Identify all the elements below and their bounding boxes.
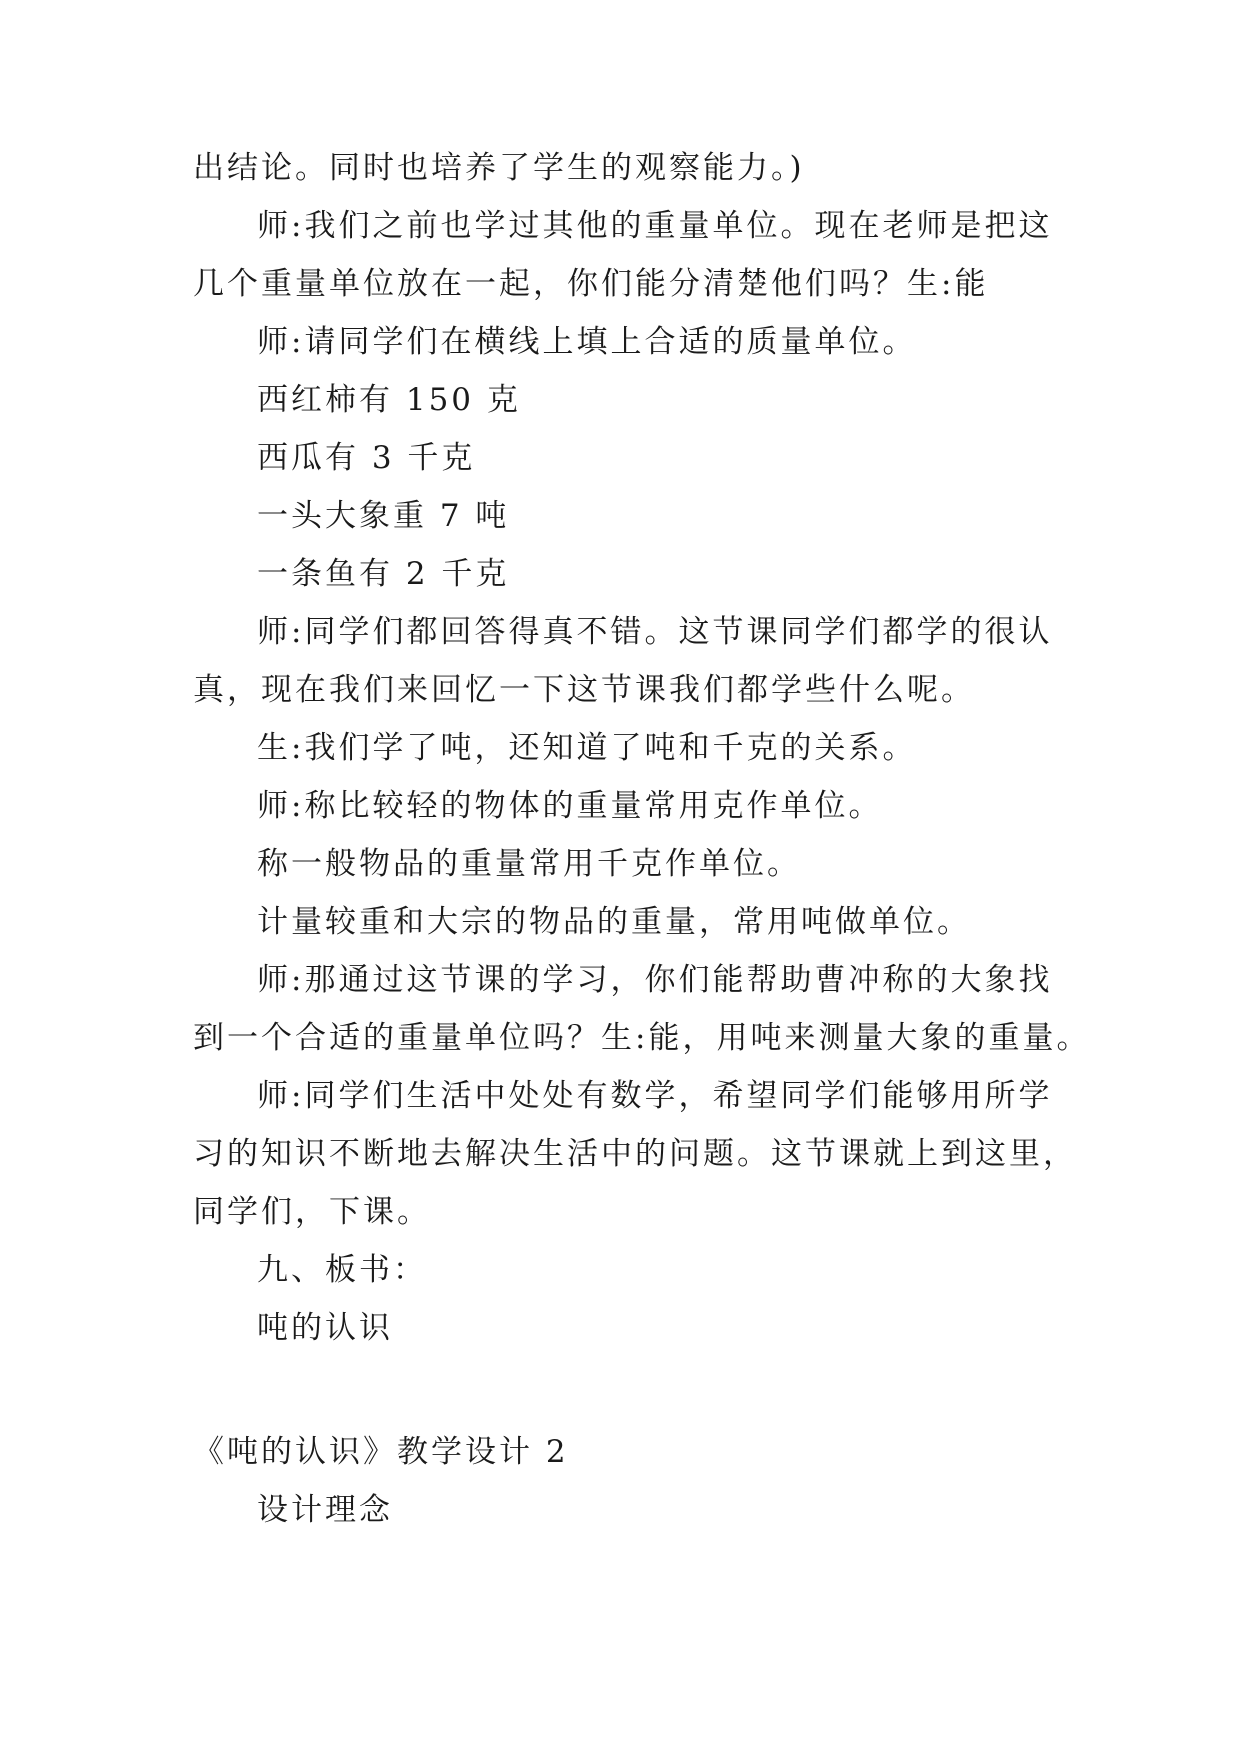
text-line: 九、板书： [257, 1252, 427, 1288]
text-line: 师:请同学们在横线上填上合适的质量单位。 [257, 324, 917, 360]
text-line: 西瓜有 3 千克 [257, 440, 476, 476]
text-line: 师:我们之前也学过其他的重量单位。现在老师是把这 [257, 208, 1053, 244]
text-line: 一条鱼有 2 千克 [257, 556, 510, 592]
text-line: 西红柿有 150 克 [257, 382, 521, 418]
text-line: 计量较重和大宗的物品的重量，常用吨做单位。 [257, 904, 971, 940]
text-line: 习的知识不断地去解决生活中的问题。这节课就上到这里， [193, 1136, 1077, 1172]
text-line: 师:称比较轻的物体的重量常用克作单位。 [257, 788, 883, 824]
text-line: 称一般物品的重量常用千克作单位。 [257, 846, 801, 882]
text-line: 同学们，下课。 [193, 1194, 431, 1230]
text-line: 一头大象重 7 吨 [257, 498, 510, 534]
text-line: 师:那通过这节课的学习，你们能帮助曹冲称的大象找 [257, 962, 1053, 998]
subheading: 设计理念 [257, 1492, 393, 1528]
text-line: 吨的认识 [257, 1310, 393, 1346]
text-line: 师:同学们生活中处处有数学，希望同学们能够用所学 [257, 1078, 1053, 1114]
text-line: 师:同学们都回答得真不错。这节课同学们都学的很认 [257, 614, 1053, 650]
text-line: 出结论。同时也培养了学生的观察能力。) [193, 150, 805, 186]
section-title: 《吨的认识》教学设计 2 [193, 1434, 569, 1470]
text-line: 到一个合适的重量单位吗？生:能，用吨来测量大象的重量。 [193, 1020, 1091, 1056]
text-line: 几个重量单位放在一起，你们能分清楚他们吗？生:能 [193, 266, 989, 302]
text-line: 生:我们学了吨，还知道了吨和千克的关系。 [257, 730, 917, 766]
text-line: 真，现在我们来回忆一下这节课我们都学些什么呢。 [193, 672, 975, 708]
